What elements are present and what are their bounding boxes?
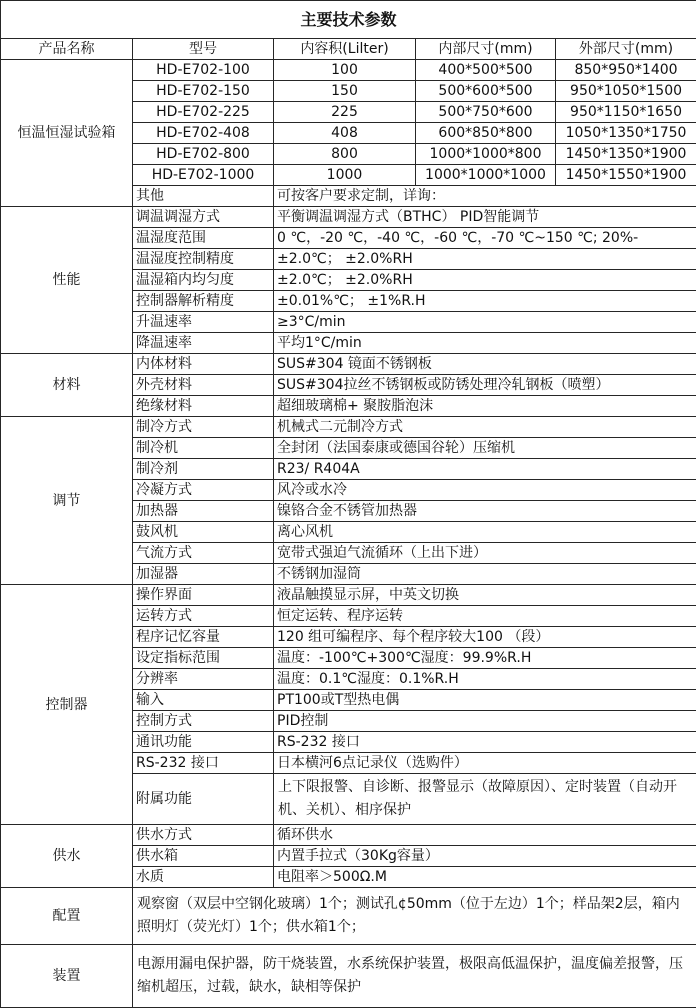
- spec-value: 镍铬合金不锈管加热器: [274, 501, 696, 522]
- volume-cell: 225: [274, 102, 416, 123]
- spec-label: 升温速率: [133, 312, 274, 333]
- outer-size-cell: 950*1150*1650: [556, 102, 696, 123]
- spec-value: PID控制: [274, 711, 696, 732]
- inner-size-cell: 1000*1000*800: [416, 144, 556, 165]
- outer-size-cell: 850*950*1400: [556, 60, 696, 81]
- spec-value: PT100或T型热电偶: [274, 690, 696, 711]
- volume-cell: 1000: [274, 165, 416, 186]
- other-label: 其他: [133, 186, 274, 207]
- spec-value: 上下限报警、自诊断、报警显示（故障原因）、定时装置（自动开机、关机）、相序保护: [274, 774, 696, 825]
- spec-value: 120 组可编程序、每个程序较大100 （段）: [274, 627, 696, 648]
- device-value: 电源用漏电保护器，防干烧装置，水系统保护装置，极限高低温保护，温度偏差报警，压缩机超压，过载，缺水，缺相等保护: [133, 945, 696, 1008]
- spec-label: 供水箱: [133, 846, 274, 867]
- outer-size-cell: 950*1050*1500: [556, 81, 696, 102]
- spec-row: [1, 417, 696, 438]
- spec-label: 调温调湿方式: [133, 207, 274, 228]
- spec-value: SUS#304拉丝不锈钢板或防锈处理冷轧钢板（喷塑）: [274, 375, 696, 396]
- spec-value: 液晶触摸显示屏，中英文切换: [274, 585, 696, 606]
- spec-label: 加湿器: [133, 564, 274, 585]
- column-header-model: 型号: [133, 39, 274, 60]
- device-row: [1, 945, 696, 1008]
- spec-label: 控制方式: [133, 711, 274, 732]
- inner-size-cell: 400*500*500: [416, 60, 556, 81]
- spec-value: 宽带式强迫气流循环（上出下进）: [274, 543, 696, 564]
- spec-label: RS-232 接口: [133, 753, 274, 774]
- spec-value: ±2.0℃； ±2.0%RH: [274, 249, 696, 270]
- spec-value: 离心风机: [274, 522, 696, 543]
- model-cell: HD-E702-100: [133, 60, 274, 81]
- column-header-outer-size: 外部尺寸(mm): [556, 39, 696, 60]
- section-label-controller: 控制器: [1, 585, 133, 825]
- spec-label: 水质: [133, 867, 274, 888]
- spec-value: 不锈钢加湿筒: [274, 564, 696, 585]
- spec-value: 平均1°C/min: [274, 333, 696, 354]
- spec-value: RS-232 接口: [274, 732, 696, 753]
- spec-row: [1, 825, 696, 846]
- spec-value: ±2.0℃； ±2.0%RH: [274, 270, 696, 291]
- inner-size-cell: 500*600*500: [416, 81, 556, 102]
- outer-size-cell: 1450*1550*1900: [556, 165, 696, 186]
- spec-value: 日本横河6点记录仪（选购件）: [274, 753, 696, 774]
- spec-label: 输入: [133, 690, 274, 711]
- spec-label: 加热器: [133, 501, 274, 522]
- spec-label: 控制器解析精度: [133, 291, 274, 312]
- product-name-cell: 恒温恒湿试验箱: [1, 60, 133, 207]
- spec-value: 内置手拉式（30Kg容量）: [274, 846, 696, 867]
- spec-label: 供水方式: [133, 825, 274, 846]
- model-cell: HD-E702-225: [133, 102, 274, 123]
- spec-label: 分辨率: [133, 669, 274, 690]
- spec-value: 0 ℃，-20 ℃，-40 ℃，-60 ℃，-70 ℃~150 ℃; 20%-: [274, 228, 696, 249]
- inner-size-cell: 500*750*600: [416, 102, 556, 123]
- model-cell: HD-E702-800: [133, 144, 274, 165]
- inner-size-cell: 1000*1000*1000: [416, 165, 556, 186]
- spec-value: 全封闭（法国泰康或德国谷轮）压缩机: [274, 438, 696, 459]
- spec-value: 超细玻璃棉+ 聚胺脂泡沫: [274, 396, 696, 417]
- section-label-regulation: 调节: [1, 417, 133, 585]
- column-header-inner-size: 内部尺寸(mm): [416, 39, 556, 60]
- section-label-configuration: 配置: [1, 888, 133, 945]
- spec-value: 循环供水: [274, 825, 696, 846]
- section-label-performance: 性能: [1, 207, 133, 354]
- page-title: 主要技术参数: [1, 1, 696, 39]
- spec-label: 运转方式: [133, 606, 274, 627]
- spec-label: 绝缘材料: [133, 396, 274, 417]
- spec-value: 恒定运转、程序运转: [274, 606, 696, 627]
- model-row: [1, 60, 696, 81]
- spec-label: 内体材料: [133, 354, 274, 375]
- spec-label: 操作界面: [133, 585, 274, 606]
- section-label-devices: 装置: [1, 945, 133, 1008]
- spec-value: 电阻率＞500Ω.M: [274, 867, 696, 888]
- spec-label: 温湿箱内均匀度: [133, 270, 274, 291]
- spec-row: [1, 207, 696, 228]
- spec-value: 温度：-100℃+300℃湿度：99.9%R.H: [274, 648, 696, 669]
- spec-label: 外壳材料: [133, 375, 274, 396]
- model-cell: HD-E702-1000: [133, 165, 274, 186]
- volume-cell: 150: [274, 81, 416, 102]
- title-row: [1, 1, 696, 39]
- inner-size-cell: 600*850*800: [416, 123, 556, 144]
- spec-value: 风冷或水冷: [274, 480, 696, 501]
- spec-value: 平衡调温调湿方式（BTHC） PID智能调节: [274, 207, 696, 228]
- spec-value: R23/ R404A: [274, 459, 696, 480]
- section-label-water-supply: 供水: [1, 825, 133, 888]
- config-value: 观察窗（双层中空钢化玻璃）1个；测试孔¢50mm（位于左边）1个；样品架2层，箱内照明灯（荧光灯）1个；供水箱1个；: [133, 888, 696, 945]
- spec-label: 制冷机: [133, 438, 274, 459]
- volume-cell: 408: [274, 123, 416, 144]
- model-cell: HD-E702-150: [133, 81, 274, 102]
- spec-row: [1, 585, 696, 606]
- spec-value: SUS#304 镜面不锈钢板: [274, 354, 696, 375]
- spec-value: 温度：0.1℃湿度：0.1%R.H: [274, 669, 696, 690]
- spec-label: 气流方式: [133, 543, 274, 564]
- spec-label: 冷凝方式: [133, 480, 274, 501]
- model-cell: HD-E702-408: [133, 123, 274, 144]
- volume-cell: 100: [274, 60, 416, 81]
- outer-size-cell: 1050*1350*1750: [556, 123, 696, 144]
- spec-label: 制冷剂: [133, 459, 274, 480]
- spec-label: 温湿度控制精度: [133, 249, 274, 270]
- spec-label: 设定指标范围: [133, 648, 274, 669]
- spec-label: 程序记忆容量: [133, 627, 274, 648]
- spec-label: 鼓风机: [133, 522, 274, 543]
- header-row: [1, 39, 696, 60]
- outer-size-cell: 1450*1350*1900: [556, 144, 696, 165]
- spec-value: 机械式二元制冷方式: [274, 417, 696, 438]
- column-header-inner-volume: 内容积(Lilter): [274, 39, 416, 60]
- section-label-material: 材料: [1, 354, 133, 417]
- spec-value: ±0.01%℃； ±1%R.H: [274, 291, 696, 312]
- volume-cell: 800: [274, 144, 416, 165]
- spec-label: 附属功能: [133, 774, 274, 825]
- spec-label: 温湿度范围: [133, 228, 274, 249]
- column-header-product-name: 产品名称: [1, 39, 133, 60]
- spec-label: 制冷方式: [133, 417, 274, 438]
- spec-label: 降温速率: [133, 333, 274, 354]
- config-row: [1, 888, 696, 945]
- spec-row: [1, 354, 696, 375]
- spec-value: ≥3°C/min: [274, 312, 696, 333]
- other-value: 可按客户要求定制，详询：: [274, 186, 696, 207]
- spec-label: 通讯功能: [133, 732, 274, 753]
